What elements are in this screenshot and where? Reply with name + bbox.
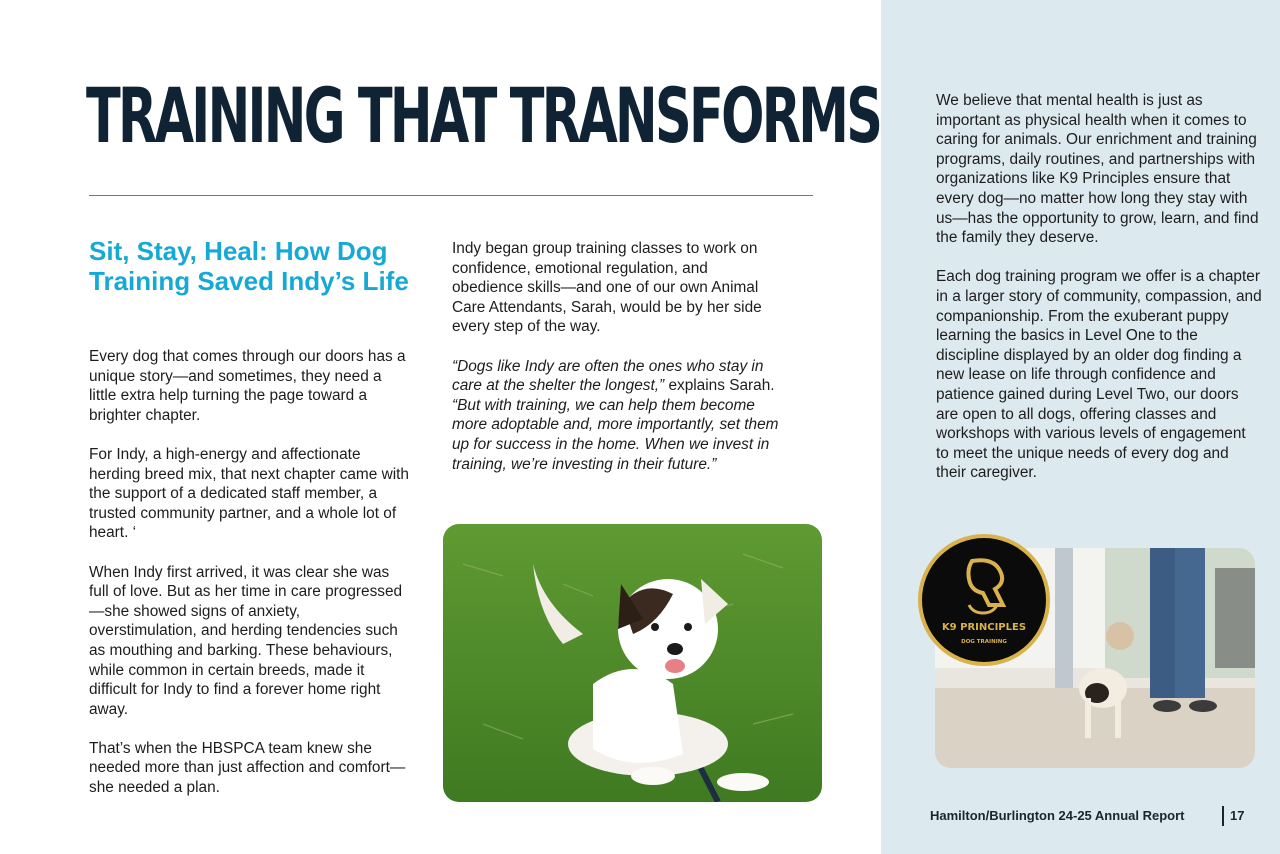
article-column-2 [452, 239, 782, 494]
paragraph: That’s when the HBSPCA team knew she needed more than just affection and comfort—she needed a plan. [89, 739, 406, 797]
article-column-1 [89, 347, 411, 817]
paragraph: Indy began group training classes to work on confidence, emotional regulation, and obedience skills—and one of our own Animal Care Attendants, Sarah, would be by her side every step of the way. [452, 240, 762, 336]
page-title: TRAINING THAT TRANSFORMS [86, 71, 881, 160]
k9-principles-logo [917, 533, 1051, 667]
quote-paragraph [452, 357, 782, 475]
footer-report-title: Hamilton/Burlington 24-25 Annual Report [930, 808, 1185, 823]
logo-name: K9 PRINCIPLES [941, 622, 1027, 633]
sidebar-text [936, 91, 1262, 502]
indy-dog-photo [443, 524, 822, 802]
quote-text: “Dogs like Indy are often the ones who stay in care at the shelter the longest,” [452, 357, 764, 395]
logo-tagline: DOG TRAINING [961, 639, 1007, 645]
page-number: 17 [1230, 808, 1245, 823]
title-divider [89, 195, 813, 196]
paragraph: When Indy first arrived, it was clear she was full of love. But as her time in care progressed—she showed signs of anxiety, overstimulation, and herding tendencies such as mouthing and barking. These behaviours, while common in certain breeds, made it difficult for Indy to find a forever home right away. [89, 563, 403, 718]
quote-text: “But with training, we can help them become more adoptable and, more importantly, set them up for success in the home. When we invest in training, we’re investing in their future.” [452, 396, 779, 473]
article-subheading: Sit, Stay, Heal: How Dog Training Saved Indy’s Life [89, 236, 409, 296]
paragraph: We believe that mental health is just as important as physical health when it comes to caring for animals. Our enrichment and training programs, daily routines, and partnerships with organizations like K9 Principles ensure that every dog—no matter how long they stay with us—has the opportunity to grow, learn, and find the family they deserve. [936, 92, 1259, 247]
quote-attribution: explains Sarah. [664, 377, 775, 395]
paragraph: Every dog that comes through our doors has a unique story—and sometimes, they need a little extra help turning the page toward a brighter chapter. [89, 348, 406, 424]
footer-divider [1222, 806, 1224, 826]
paragraph: For Indy, a high-energy and affectionate herding breed mix, that next chapter came with the support of a dedicated staff member, a trusted community partner, and a whole lot of heart. ‘ [89, 445, 409, 542]
paragraph: Each dog training program we offer is a chapter in a larger story of community, compassion, and companionship. From the exuberant puppy learning the basics in Level One to the discipline displayed by an older dog finding a new lease on life through confidence and patience gained during Level Two, our doors are open to all dogs, offering classes and workshops with various levels of engagement to meet the unique needs of every dog and their caregiver. [936, 268, 1262, 482]
